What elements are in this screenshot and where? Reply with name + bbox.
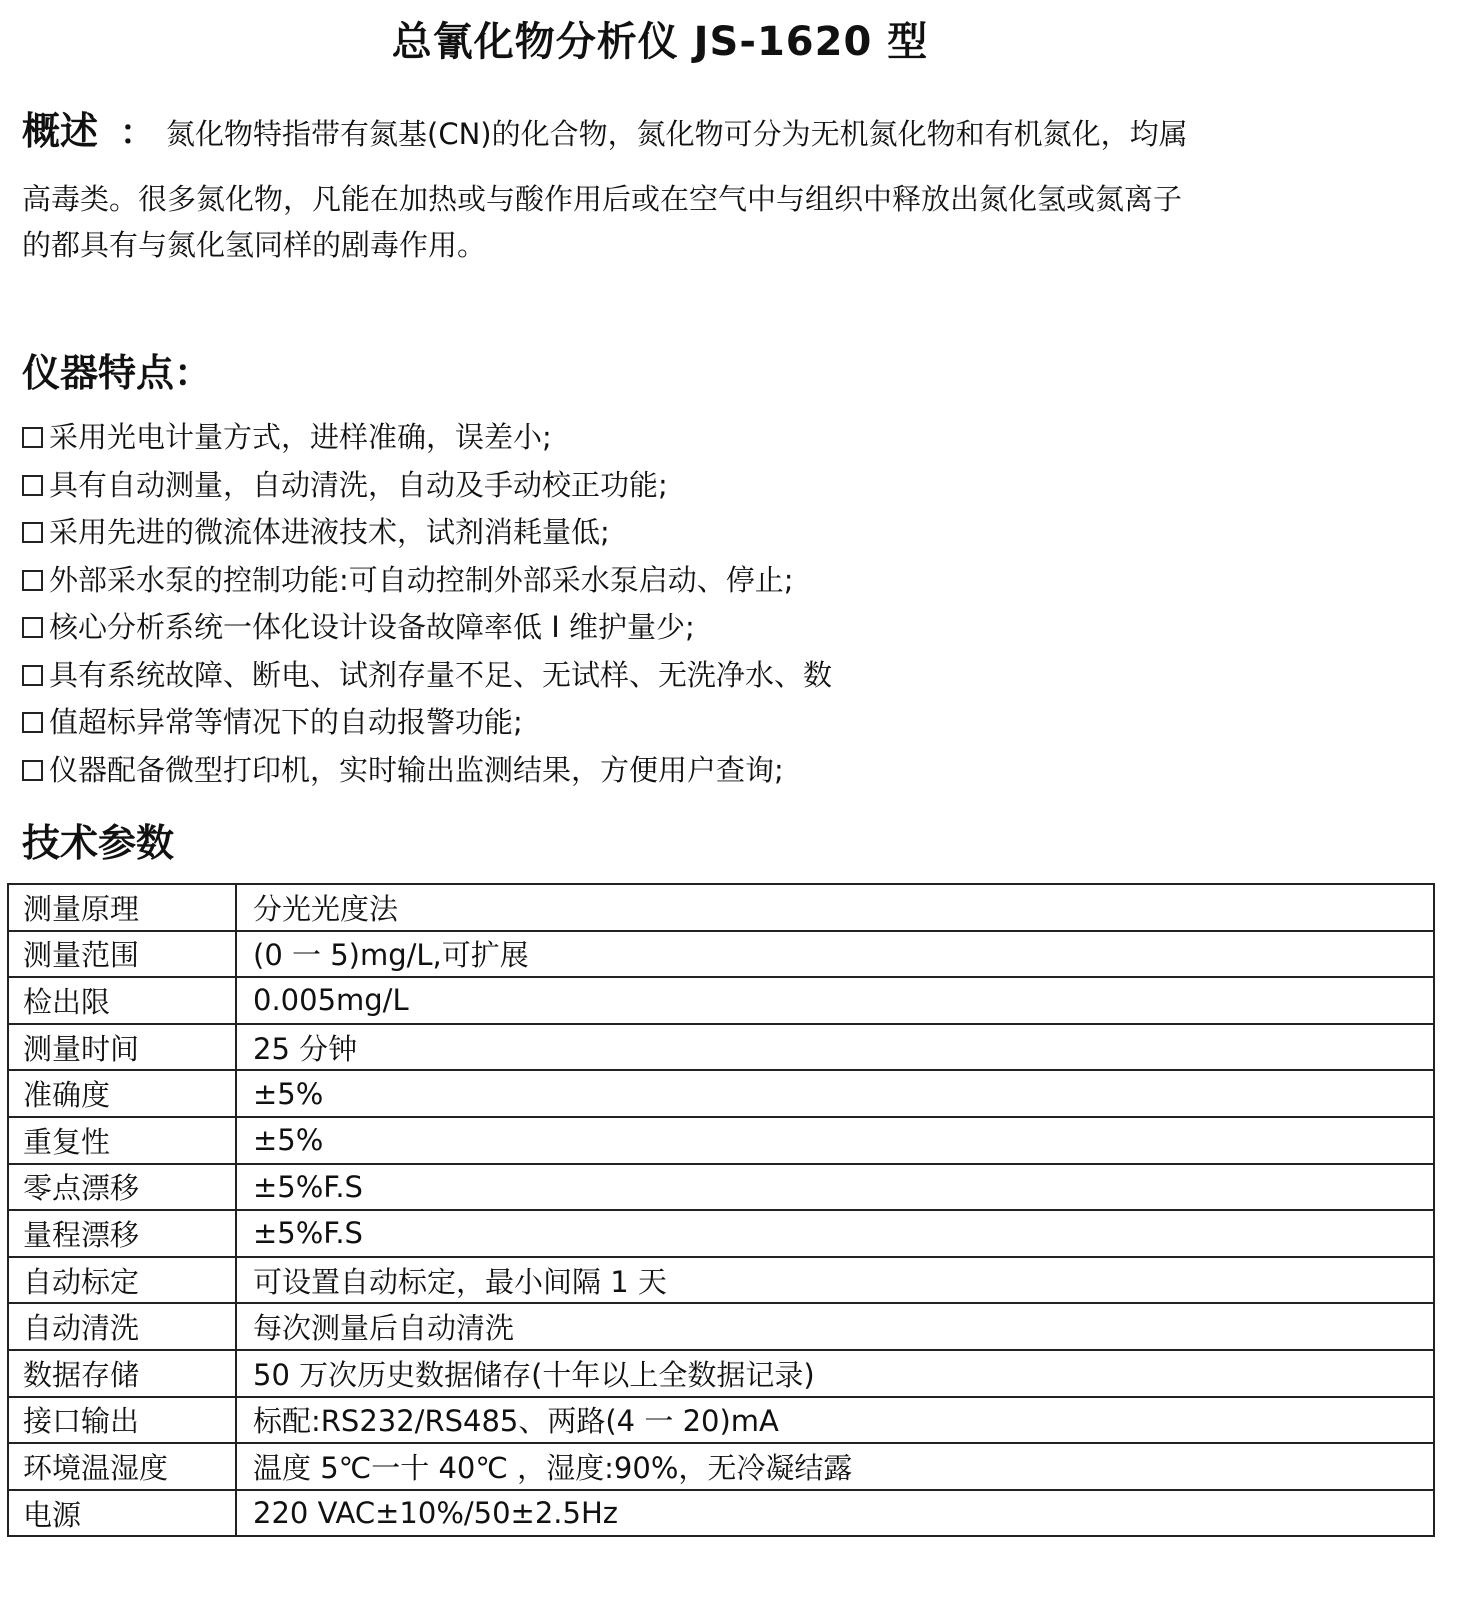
table-row bbox=[8, 1024, 1434, 1071]
overview-first-line bbox=[22, 108, 1322, 162]
parameter-value: 0.005mg/L bbox=[236, 977, 1434, 1024]
parameter-label: 测量范围 bbox=[8, 931, 236, 978]
parameter-label: 量程漂移 bbox=[8, 1210, 236, 1257]
list-item bbox=[22, 747, 832, 795]
checkbox-icon bbox=[22, 665, 43, 686]
parameter-value: 25 分钟 bbox=[236, 1024, 1434, 1071]
table-row bbox=[8, 1164, 1434, 1211]
parameter-label: 自动标定 bbox=[8, 1257, 236, 1304]
table-row bbox=[8, 977, 1434, 1024]
table-row bbox=[8, 1397, 1434, 1444]
parameter-value: ±5%F.S bbox=[236, 1210, 1434, 1257]
checkbox-icon bbox=[22, 570, 43, 591]
parameter-label: 准确度 bbox=[8, 1070, 236, 1117]
parameter-value: 50 万次历史数据储存(十年以上全数据记录) bbox=[236, 1350, 1434, 1397]
parameter-value: 标配:RS232/RS485、两路(4 一 20)mA bbox=[236, 1397, 1434, 1444]
checkbox-icon bbox=[22, 427, 43, 448]
parameter-value: 分光光度法 bbox=[236, 884, 1434, 931]
checkbox-icon bbox=[22, 712, 43, 733]
features-heading: 仪器特点： bbox=[22, 351, 213, 395]
feature-list bbox=[22, 414, 832, 794]
parameters-heading: 技术参数 bbox=[22, 821, 175, 865]
list-item bbox=[22, 604, 832, 652]
parameter-label: 电源 bbox=[8, 1490, 236, 1537]
document-title: 总氰化物分析仪 JS-1620 型 bbox=[391, 19, 929, 65]
parameter-label: 零点漂移 bbox=[8, 1164, 236, 1211]
list-item bbox=[22, 414, 832, 462]
table-row bbox=[8, 1257, 1434, 1304]
table-row bbox=[8, 1350, 1434, 1397]
table-row bbox=[8, 1443, 1434, 1490]
checkbox-icon bbox=[22, 617, 43, 638]
parameters-table bbox=[7, 883, 1435, 1537]
checkbox-icon bbox=[22, 760, 43, 781]
overview-section bbox=[22, 108, 1322, 268]
list-item bbox=[22, 652, 832, 700]
list-item bbox=[22, 462, 832, 510]
feature-text: 外部采水泵的控制功能:可自动控制外部采水泵启动、停止; bbox=[49, 562, 794, 597]
parameter-label: 测量时间 bbox=[8, 1024, 236, 1071]
parameter-value: ±5%F.S bbox=[236, 1164, 1434, 1211]
feature-text: 核心分析系统一体化设计设备故障率低 I 维护量少; bbox=[49, 610, 695, 644]
parameter-value: 温度 5℃一十 40℃ ，湿度:90%，无冷凝结露 bbox=[236, 1443, 1434, 1490]
parameter-label: 测量原理 bbox=[8, 884, 236, 931]
feature-text: 具有自动测量，自动清洗，自动及手动校正功能; bbox=[49, 467, 668, 502]
parameter-value: 220 VAC±10%/50±2.5Hz bbox=[236, 1490, 1434, 1537]
checkbox-icon bbox=[22, 475, 43, 496]
feature-text: 采用光电计量方式，进样准确，误差小; bbox=[49, 420, 552, 454]
parameter-label: 自动清洗 bbox=[8, 1303, 236, 1350]
feature-text: 仪器配备微型打印机，实时输出监测结果，方便用户查询; bbox=[49, 752, 784, 787]
parameter-value: ±5% bbox=[236, 1070, 1434, 1117]
table-row bbox=[8, 884, 1434, 931]
parameter-value: 可设置自动标定，最小间隔 1 天 bbox=[236, 1257, 1434, 1304]
list-item bbox=[22, 699, 832, 747]
parameter-label: 数据存储 bbox=[8, 1350, 236, 1397]
table-row bbox=[8, 1117, 1434, 1164]
parameter-value: 每次测量后自动清洗 bbox=[236, 1303, 1434, 1350]
overview-colon: ： bbox=[120, 113, 155, 153]
overview-text-line-1: 氮化物特指带有氮基(CN)的化合物，氮化物可分为无机氮化物和有机氮化，均属 bbox=[166, 117, 1188, 151]
parameter-value: ±5% bbox=[236, 1117, 1434, 1164]
overview-text-line-2: 高毒类。很多氮化物，凡能在加热或与酸作用后或在空气中与组织中释放出氮化氢或氮离子 bbox=[22, 182, 1183, 216]
overview-heading: 概述 bbox=[22, 109, 99, 153]
parameter-label: 检出限 bbox=[8, 977, 236, 1024]
list-item bbox=[22, 509, 832, 557]
checkbox-icon bbox=[22, 522, 43, 543]
table-row bbox=[8, 1490, 1434, 1537]
feature-text: 采用先进的微流体进液技术，试剂消耗量低; bbox=[49, 515, 610, 549]
parameter-label: 环境温湿度 bbox=[8, 1443, 236, 1490]
overview-text-line-3: 的都具有与氮化氢同样的剧毒作用。 bbox=[22, 228, 487, 262]
list-item bbox=[22, 557, 832, 605]
table-row bbox=[8, 931, 1434, 978]
feature-text: 值超标异常等情况下的自动报警功能; bbox=[49, 705, 523, 739]
table-row bbox=[8, 1070, 1434, 1117]
parameter-label: 接口输出 bbox=[8, 1397, 236, 1444]
table-row bbox=[8, 1210, 1434, 1257]
parameter-value: (0 一 5)mg/L,可扩展 bbox=[236, 931, 1434, 978]
table-row bbox=[8, 1303, 1434, 1350]
parameter-label: 重复性 bbox=[8, 1117, 236, 1164]
feature-text: 具有系统故障、断电、试剂存量不足、无试样、无洗净水、数 bbox=[49, 657, 833, 692]
